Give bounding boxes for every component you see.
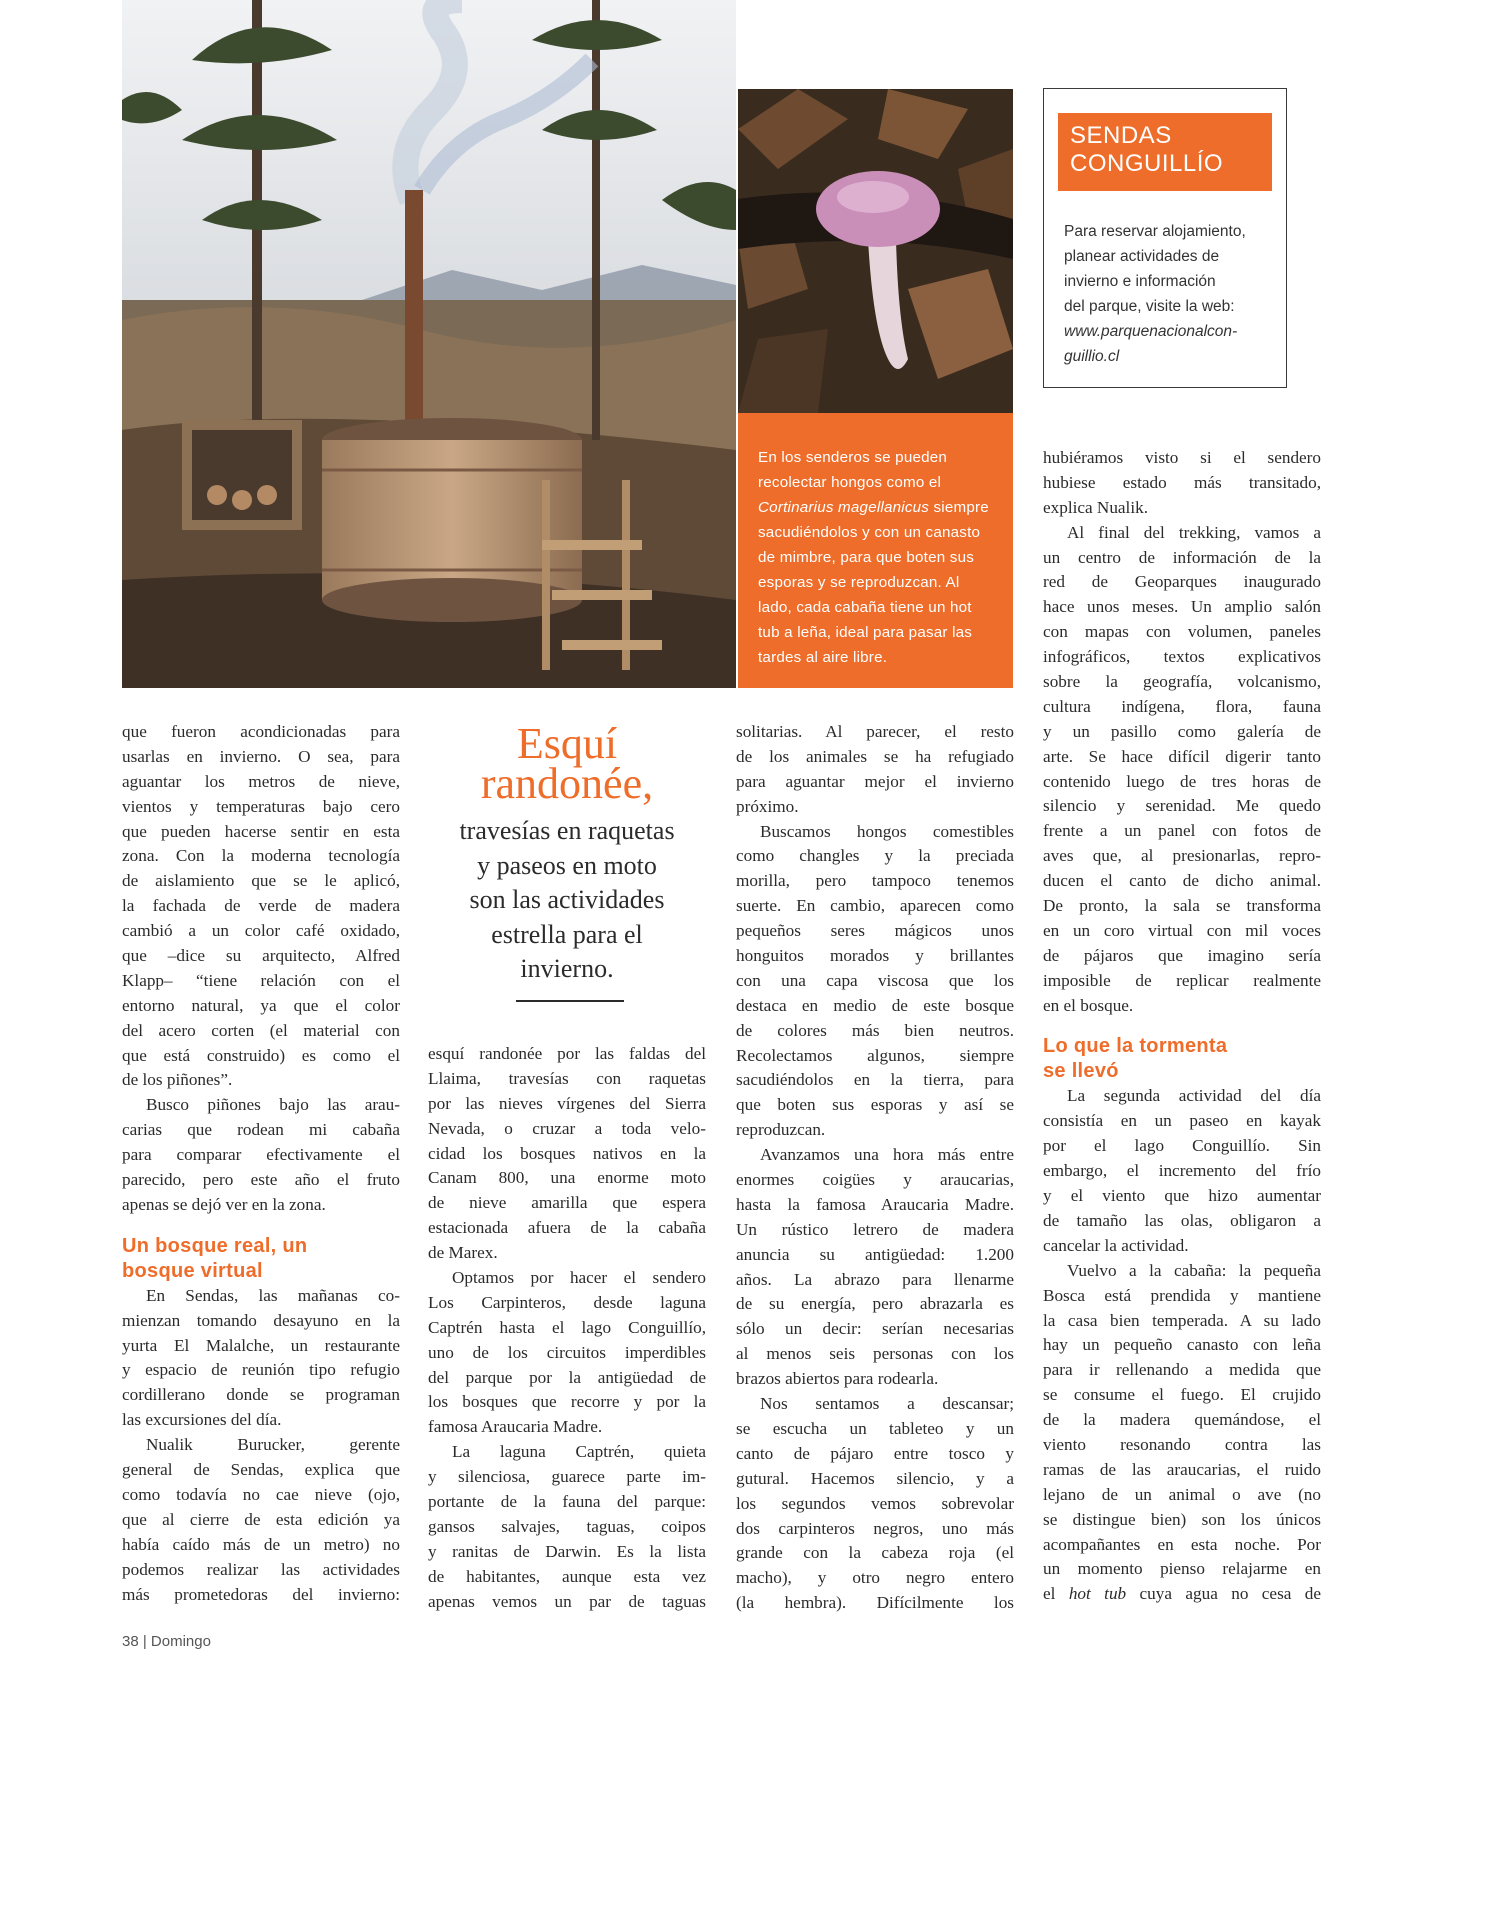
text-line: Avanzamos una hora más entre — [760, 1145, 1014, 1165]
text-line: como changles y la preciada — [736, 846, 1014, 866]
text-line: hace unos meses. Un amplio salón — [1043, 597, 1321, 617]
text-line: hasta la famosa Araucaria Madre. — [736, 1194, 1014, 1214]
section-heading: Lo que la tormenta — [1043, 1035, 1228, 1058]
text-line: mienzan tomando desayuno en la — [122, 1310, 400, 1330]
text-line: que –dice su arquitecto, Alfred — [122, 946, 400, 966]
section-heading: bosque virtual — [122, 1259, 263, 1282]
text-line: consistía en un paseo en kayak — [1043, 1111, 1321, 1131]
article-column-3 — [736, 720, 1014, 1616]
caption-line: recolectar hongos como el — [758, 474, 942, 491]
text-line: los segundos vemos sobrevolar — [736, 1493, 1014, 1513]
text-line: más prometedoras del invierno: — [122, 1584, 400, 1604]
text-line: se consume el fuego. El crujido — [1043, 1385, 1321, 1405]
text-line: cultura indígena, flora, fauna — [1043, 696, 1321, 716]
text-line: enormes coigües y araucarias, — [736, 1170, 1014, 1190]
sidebar-web-link[interactable]: www.parquenacionalcon- — [1064, 323, 1238, 340]
text-line: hubiese estado más transitado, — [1043, 472, 1321, 492]
text-line: Bosca está prendida y mantiene — [1043, 1285, 1321, 1305]
text-line: contenido luego de tres horas de — [1043, 771, 1321, 791]
text-line: se distingue bien) son los únicos — [1043, 1509, 1321, 1529]
text-line: morilla, pero tampoco tenemos — [736, 871, 1014, 891]
text-line: honguitos morados y brillantes — [736, 946, 1014, 966]
text-fragment: cuya agua no cesa de — [1126, 1584, 1322, 1604]
text-line: que boten sus esporas y así se — [736, 1095, 1014, 1115]
text-line: años. La abrazo para llenarme — [736, 1269, 1014, 1289]
text-line: de Marex. — [428, 1243, 498, 1263]
text-line: grande con la cabeza roja (el — [736, 1543, 1014, 1563]
text-line: frente a un panel con fotos de — [1043, 821, 1321, 841]
text-line: explica Nualik. — [1043, 497, 1148, 517]
sidebar-text-line: planear actividades de — [1064, 248, 1220, 265]
text-line: (la hembra). Difícilmente los — [736, 1593, 1014, 1613]
text-line: infográficos, textos explicativos — [1043, 647, 1321, 667]
text-line: Optamos por hacer el sendero — [452, 1268, 706, 1288]
text-line: un momento pienso relajarme en — [1043, 1559, 1321, 1579]
text-line: famosa Araucaria Madre. — [428, 1417, 603, 1437]
text-line: red de Geoparques inaugurado — [1043, 572, 1321, 592]
text-line: como todavía no cae nieve (ojo, — [122, 1484, 400, 1504]
section-heading: Un bosque real, un — [122, 1234, 308, 1257]
photo-caption — [738, 413, 1013, 688]
text-line: había caído más de un metro) no — [122, 1534, 400, 1554]
text-line: de los animales se ha refugiado — [736, 746, 1014, 766]
text-line: con una capa viscosa que los — [736, 970, 1014, 990]
text-line: ramas de las araucarias, el ruido — [1043, 1459, 1321, 1479]
pull-quote-line: estrella para el — [491, 919, 643, 949]
text-line: Nevada, o cruzar a toda velo- — [428, 1118, 706, 1138]
text-line: hubiéramos visto si el sendero — [1043, 448, 1321, 467]
text-line: Al final del trekking, vamos a — [1067, 522, 1321, 542]
text-line: general de Sendas, explica que — [122, 1460, 400, 1480]
text-line: estacionada afuera de la cabaña — [428, 1218, 706, 1238]
text-line: por el lago Conguillío. Sin — [1043, 1136, 1321, 1156]
text-line: sacudiéndolos en la tierra, para — [736, 1070, 1014, 1090]
text-line: imposible de replicar realmente — [1043, 970, 1321, 990]
text-line: próximo. — [736, 796, 799, 816]
text-line: y ranitas de Darwin. Es la lista — [428, 1541, 706, 1561]
text-line: que al cierre de esta edición ya — [122, 1509, 400, 1529]
text-line: de tamaño las olas, obligaron a — [1043, 1210, 1321, 1230]
text-line: ducen el canto de dicho animal. — [1043, 871, 1321, 891]
text-line: De pronto, la sala se transforma — [1043, 896, 1321, 916]
text-line: zona. Con la moderna tecnología — [122, 846, 400, 866]
text-line: yurta El Malalche, un restaurante — [122, 1335, 400, 1355]
text-line: la fachada de verde de madera — [122, 896, 400, 916]
text-line: cidad los bosques nativos en la — [428, 1143, 706, 1163]
text-line: esquí randonée por las faldas del — [428, 1044, 706, 1063]
text-line: Un rústico letrero de madera — [736, 1219, 1014, 1239]
text-line: pequeños seres mágicos unos — [736, 921, 1014, 941]
caption-line: de mimbre, para que boten sus — [758, 549, 975, 566]
text-line: gutural. Hacemos silencio, y a — [736, 1468, 1014, 1488]
text-line: de habitantes, aunque esta vez — [428, 1566, 706, 1586]
text-line: Busco piñones bajo las arau- — [146, 1095, 400, 1115]
text-line: portante de la fauna del parque: — [428, 1492, 706, 1512]
text-line: del parque por la antigüedad de — [428, 1367, 706, 1387]
caption-line: En los senderos se pueden — [758, 449, 948, 466]
mushroom-photo — [738, 89, 1013, 413]
text-line: se escucha un tableteo y un — [736, 1418, 1014, 1438]
text-line: la casa bien temperada. A su lado — [1043, 1310, 1321, 1330]
text-line: Llaima, travesías con raquetas — [428, 1068, 706, 1088]
text-line: y el viento que hizo aumentar — [1043, 1186, 1321, 1206]
pull-quote-title-line: randonée, — [480, 759, 654, 808]
pull-quote-line: invierno. — [520, 954, 614, 983]
text-line: brazos abiertos para rodearla. — [736, 1369, 939, 1389]
text-line: que está construido) es como el — [122, 1045, 400, 1065]
text-line: cordillerano donde se programan — [122, 1385, 400, 1405]
text-line: entorno natural, ya que el color — [122, 995, 400, 1015]
sidebar-text-line: del parque, visite la web: — [1064, 298, 1235, 315]
text-line: y silenciosa, guarece parte im- — [428, 1467, 706, 1487]
text-line: cancelar la actividad. — [1043, 1235, 1189, 1255]
text-line: sólo un decir: serían necesarias — [736, 1319, 1014, 1339]
pull-quote-body — [428, 814, 706, 987]
text-line: las excursiones del día. — [122, 1410, 282, 1430]
text-line: de los piñones”. — [122, 1070, 233, 1090]
sidebar-title — [1058, 113, 1272, 191]
text-line: que pueden hacerse sentir en esta — [122, 821, 400, 841]
caption-line: tardes al aire libre. — [758, 649, 888, 666]
text-line: para ir rellenando a medida que — [1043, 1360, 1321, 1380]
text-line: de su energía, pero abrazarla es — [736, 1294, 1014, 1314]
pull-quote-line: y paseos en moto — [477, 850, 657, 880]
text-line: reproduzcan. — [736, 1120, 826, 1140]
text-line: gansos salvajes, taguas, coipos — [428, 1516, 706, 1536]
section-heading: se llevó — [1043, 1060, 1119, 1083]
article-column-4 — [1043, 446, 1321, 1607]
text-line: Canam 800, una enorme moto — [428, 1168, 706, 1188]
sidebar-text-line: invierno e información — [1064, 273, 1216, 290]
pull-quote-rule — [516, 1000, 624, 1002]
text-line: macho), y otro negro entero — [736, 1568, 1014, 1588]
caption-line: esporas y se reproduzcan. Al — [758, 574, 960, 591]
text-line: viento resonando contra las — [1043, 1434, 1321, 1454]
text-line: La laguna Captrén, quieta — [452, 1442, 706, 1462]
text-line: Klapp– “tiene relación con el — [122, 970, 400, 990]
text-line: aguantar los metros de nieve, — [122, 771, 400, 791]
text-line: Los Carpinteros, desde laguna — [428, 1292, 706, 1312]
text-line: destaca en medio de este bosque — [736, 995, 1014, 1015]
text-line: suerte. En cambio, aparecen como — [736, 896, 1014, 916]
text-line: de colores más bien neutros. — [736, 1020, 1014, 1040]
sidebar-title-line: CONGUILLÍO — [1070, 150, 1224, 177]
text-line: cambió a un color café oxidado, — [122, 921, 400, 941]
text-line: con mapas con volumen, paneles — [1043, 622, 1321, 642]
text-line: carias que rodean mi cabaña — [122, 1120, 400, 1140]
text-line: para comparar efectivamente el — [122, 1145, 400, 1165]
text-line: sobre la geografía, volcanismo, — [1043, 672, 1321, 692]
text-line: vientos y temperaturas bajo cero — [122, 796, 400, 816]
species-name: Cortinarius magellanicus — [758, 499, 930, 516]
hot-tub-illustration — [122, 0, 736, 688]
article-column-2 — [428, 1042, 706, 1614]
pull-quote — [428, 719, 706, 987]
text-line: anuncia su antigüedad: 1.200 — [736, 1244, 1014, 1264]
text-fragment: el — [1043, 1584, 1069, 1604]
text-line: de pájaros que imagino sería — [1043, 945, 1321, 965]
caption-line: tub a leña, ideal para pasar las — [758, 624, 973, 641]
caption-line: sacudiéndolos y con un canasto — [758, 524, 981, 541]
text-line: de aislamiento que se le aplicó, — [122, 871, 400, 891]
hot-tub-photo — [122, 0, 736, 688]
article-column-1 — [122, 720, 400, 1607]
sidebar-text-line: Para reservar alojamiento, — [1064, 223, 1246, 240]
text-line: Buscamos hongos comestibles — [760, 821, 1014, 841]
sidebar-title-line: SENDAS — [1070, 122, 1172, 149]
text-line: Nos sentamos a descansar; — [760, 1394, 1014, 1414]
text-line: usarlas en invierno. O sea, para — [122, 746, 400, 766]
text-line: que fueron acondicionadas para — [122, 722, 400, 741]
caption-line: Cortinarius magellanicus siempre — [758, 499, 989, 516]
text-line: En Sendas, las mañanas co- — [146, 1285, 400, 1305]
mushroom-illustration — [738, 89, 1013, 413]
text-line: del acero corten (el material con — [122, 1020, 400, 1040]
text-line: en el bosque. — [1043, 995, 1134, 1015]
sidebar-text — [1064, 219, 1284, 369]
text-line: por las nieves vírgenes del Sierra — [428, 1093, 706, 1113]
text-line: Recolectamos algunos, siempre — [736, 1045, 1014, 1065]
text-line: y espacio de reunión tipo refugio — [122, 1360, 400, 1380]
pull-quote-line: son las actividades — [469, 885, 665, 914]
text-line: podemos realizar las actividades — [122, 1559, 400, 1579]
text-line: los bosques que recorre y por la — [428, 1392, 706, 1412]
text-line: hay un pequeño canasto con leña — [1043, 1335, 1321, 1355]
page-folio: 38 | Domingo — [122, 1633, 211, 1650]
text-line: uno de los circuitos imperdibles — [428, 1342, 706, 1362]
text-line: canto de pájaro entre tosco y — [736, 1443, 1014, 1463]
italic-term: hot tub — [1068, 1584, 1127, 1604]
info-sidebar — [1043, 88, 1287, 388]
text-line: solitarias. Al parecer, el resto — [736, 722, 1014, 741]
pull-quote-title-line: Esquí — [516, 719, 618, 768]
text-line: en un coro virtual con mil voces — [1043, 920, 1321, 940]
text-line: y un pasillo como galería de — [1043, 721, 1321, 741]
text-line: parecido, pero este año el fruto — [122, 1170, 400, 1190]
sidebar-web-link[interactable]: guillio.cl — [1064, 348, 1120, 365]
text-line: lejano de un animal o ave (no — [1043, 1484, 1321, 1504]
text-line: Captrén hasta el lago Conguillío, — [428, 1317, 706, 1337]
caption-line: lado, cada cabaña tiene un hot — [758, 599, 972, 616]
text-line: arte. Se hace difícil digerir tanto — [1043, 746, 1321, 766]
text-line — [1043, 1582, 1321, 1607]
text-line: un centro de información de la — [1043, 547, 1321, 567]
text-line: de nieve amarilla que espera — [428, 1193, 706, 1213]
text-line: acompañantes en esta noche. Por — [1043, 1534, 1321, 1554]
text-line: al menos seis personas con los — [736, 1344, 1014, 1364]
text-line: apenas vemos un par de taguas — [428, 1591, 706, 1611]
pull-quote-line: travesías en raquetas — [459, 816, 675, 845]
text-line: para aguantar mejor el invierno — [736, 771, 1014, 791]
text-line: Vuelvo a la cabaña: la pequeña — [1067, 1260, 1321, 1280]
text-line: dos carpinteros negros, uno más — [736, 1518, 1014, 1538]
text-line: embargo, el incremento del frío — [1043, 1161, 1321, 1181]
text-line: de la madera quemándose, el — [1043, 1410, 1321, 1430]
text-line: silencio y serenidad. Me quedo — [1043, 796, 1321, 816]
text-line: aves que, al presionarlas, repro- — [1043, 846, 1321, 866]
text-line: Nualik Burucker, gerente — [146, 1435, 400, 1455]
pull-quote-title — [428, 719, 706, 808]
text-line: apenas se dejó ver en la zona. — [122, 1194, 326, 1214]
text-line: La segunda actividad del día — [1067, 1086, 1321, 1106]
